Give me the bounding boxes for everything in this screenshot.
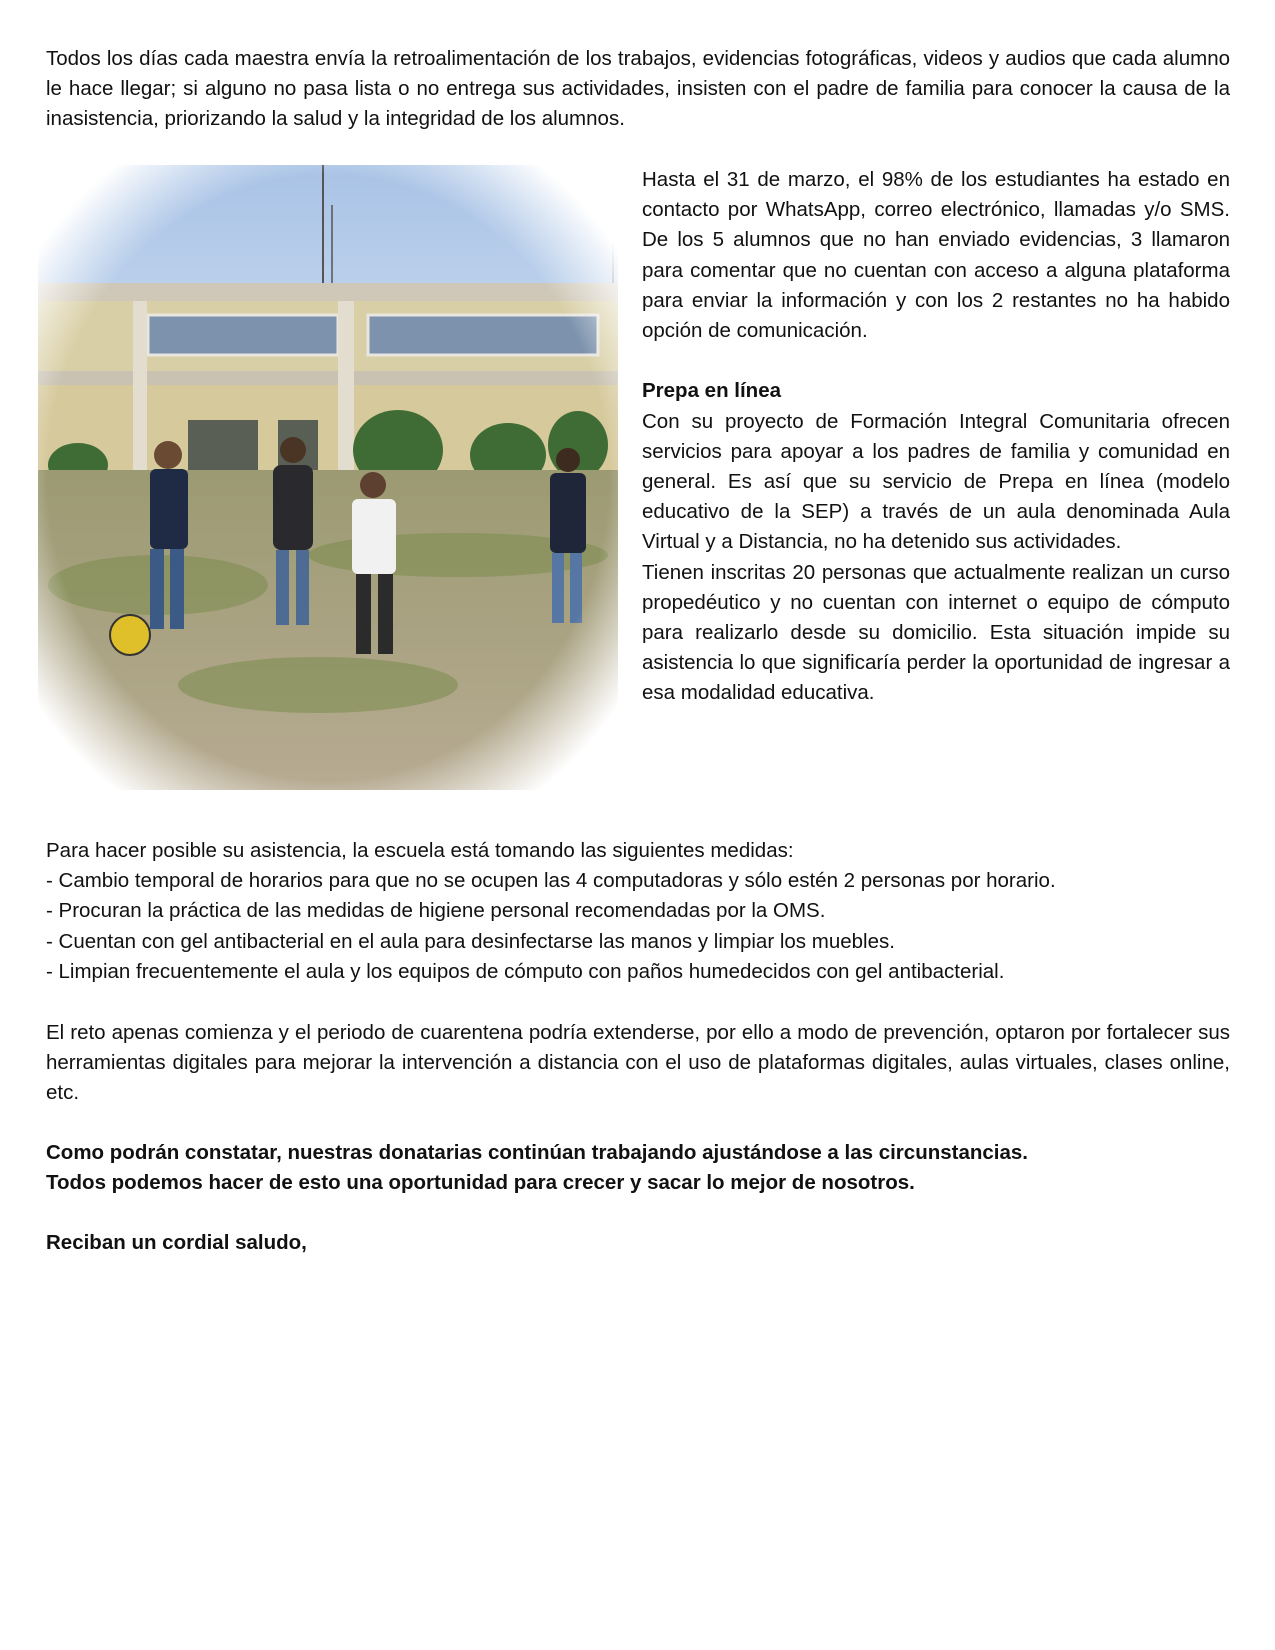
- prepa-paragraph: Con su proyecto de Formación Integral Comunitaria ofrecen servicios para apoyar a los padres de familia y comunidad en general. Es así que su servicio de Prepa en línea (modelo educativo de la SEP) a través de un aula denominada Aula Virtual y a Distancia, no ha detenido sus actividades.: [642, 409, 1230, 554]
- school-photo: [38, 165, 618, 790]
- contact-paragraph: Hasta el 31 de marzo, el 98% de los estudiantes ha estado en contacto por WhatsApp, correo electrónico, llamadas y/o SMS. De los 5 alumnos que no han enviado evidencias, 3 llamaron para comentar que no cuentan con acceso a alguna plataforma para enviar la información y con los 2 restantes no ha habido opción de comunicación.: [642, 168, 1230, 343]
- prepa-section: [642, 376, 1230, 557]
- list-item: - Procuran la práctica de las medidas de higiene personal recomendadas por la OMS.: [46, 899, 826, 923]
- enrolled-paragraph: Tienen inscritas 20 personas que actualmente realizan un curso propedéutico y no cuentan con internet o equipo de cómputo para realizarlo desde su domicilio. Esta situación impide su asistencia lo que significaría perder la oportunidad de ingresar a esa modalidad educativa.: [642, 560, 1230, 705]
- measures-list: [46, 836, 1230, 987]
- intro-paragraph: Todos los días cada maestra envía la retroalimentación de los trabajos, evidencias fotográficas, videos y audios que cada alumno le hace llegar; si alguno no pasa lista o no entrega sus actividades, insisten con el padre de familia para conocer la causa de la inasistencia, priorizando la salud y la integridad de los alumnos.: [46, 47, 1230, 131]
- measures-lead: Para hacer posible su asistencia, la escuela está tomando las siguientes medidas:: [46, 839, 794, 862]
- list-item: - Cambio temporal de horarios para que no se ocupen las 4 computadoras y sólo estén 2 personas por horario.: [46, 869, 1056, 893]
- bold-line: Todos podemos hacer de esto una oportunidad para crecer y sacar lo mejor de nosotros.: [46, 1171, 915, 1195]
- section-heading: Prepa en línea: [642, 379, 782, 403]
- bold-line: Como podrán constatar, nuestras donatarias continúan trabajando ajustándose a las circunstancias.: [46, 1141, 1028, 1164]
- list-item: - Cuentan con gel antibacterial en el aula para desinfectarse las manos y limpiar los muebles.: [46, 929, 895, 953]
- list-item: - Limpian frecuentemente el aula y los equipos de cómputo con paños humedecidos con gel antibacterial.: [46, 959, 1005, 983]
- signoff: Reciban un cordial saludo,: [46, 1231, 307, 1254]
- bold-statement: [46, 1138, 1230, 1198]
- closing-paragraph: El reto apenas comienza y el periodo de cuarentena podría extenderse, por ello a modo de prevención, optaron por fortalecer sus herramientas digitales para mejorar la intervención a distancia con el uso de plataformas digitales, aulas virtuales, clases online, etc.: [46, 1021, 1230, 1105]
- right-column: [642, 165, 1230, 709]
